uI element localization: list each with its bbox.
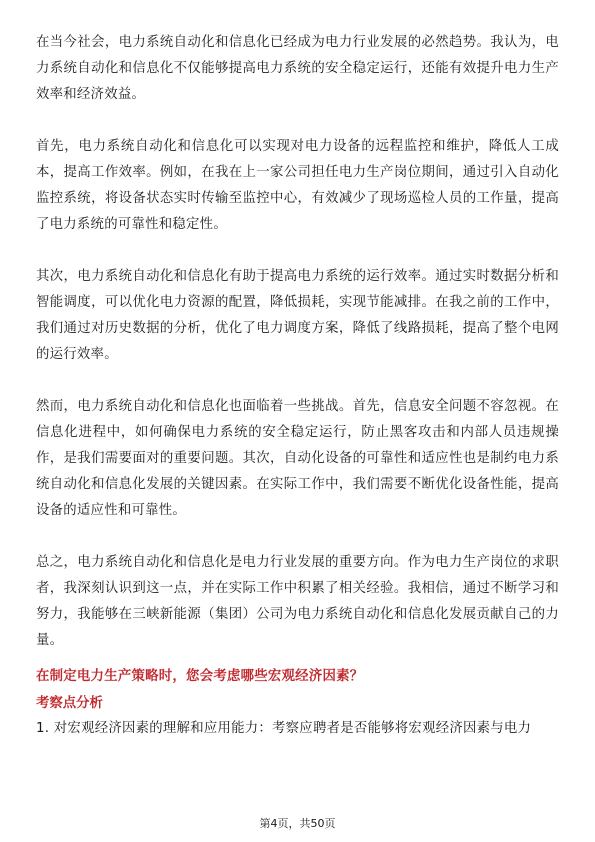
list-item: 1. 对宏观经济因素的理解和应用能力：考察应聘者是否能够将宏观经济因素与电力	[36, 721, 532, 736]
paragraph-conclusion: 总之，电力系统自动化和信息化是电力行业发展的重要方向。作为电力生产岗位的求职者，我深刻认识到这一点，并在实际工作中积累了相关经验。我相信，通过不断学习和努力，我能够在三峡新能源（集团）公司为电力系统自动化和信息化发展贡献自己的力量。	[36, 555, 559, 648]
paragraph-gap	[36, 108, 559, 134]
paragraph-intro: 在当今社会，电力系统自动化和信息化已经成为电力行业发展的必然趋势。我认为，电力系统自动化和信息化不仅能够提高电力系统的安全稳定运行，还能有效提升电力生产效率和经济效益。	[36, 35, 559, 102]
paragraph-second: 其次，电力系统自动化和信息化有助于提高电力系统的运行效率。通过实时数据分析和智能调度，可以优化电力资源的配置，降低损耗，实现节能减排。在我之前的工作中，我们通过对历史数据的分析，优化了电力调度方案，降低了线路损耗，提高了整个电网的运行效率。	[36, 269, 559, 362]
paragraph-gap	[36, 524, 559, 550]
paragraph-gap	[36, 238, 559, 264]
paragraph-first: 首先，电力系统自动化和信息化可以实现对电力设备的远程监控和维护，降低人工成本，提高工作效率。例如，在我在上一家公司担任电力生产岗位期间，通过引入自动化监控系统，将设备状态实时传输至监控中心，有效减少了现场巡检人员的工作量，提高了电力系统的可靠性和稳定性。	[36, 139, 559, 232]
page-footer: 第4页，共50页	[259, 817, 336, 830]
document-body	[36, 30, 559, 742]
paragraph-challenges: 然而，电力系统自动化和信息化也面临着一些挑战。首先，信息安全问题不容忽视。在信息化进程中，如何确保电力系统的安全稳定运行，防止黑客攻击和内部人员违规操作，是我们需要面对的重要问题。其次，自动化设备的可靠性和适应性也是制约电力系统自动化和信息化发展的关键因素。在实际工作中，我们需要不断优化设备性能，提高设备的适应性和可靠性。	[36, 399, 559, 518]
section-heading-analysis: 考察点分析	[36, 696, 103, 711]
interview-question: 在制定电力生产策略时，您会考虑哪些宏观经济因素？	[36, 669, 364, 684]
paragraph-gap	[36, 368, 559, 394]
